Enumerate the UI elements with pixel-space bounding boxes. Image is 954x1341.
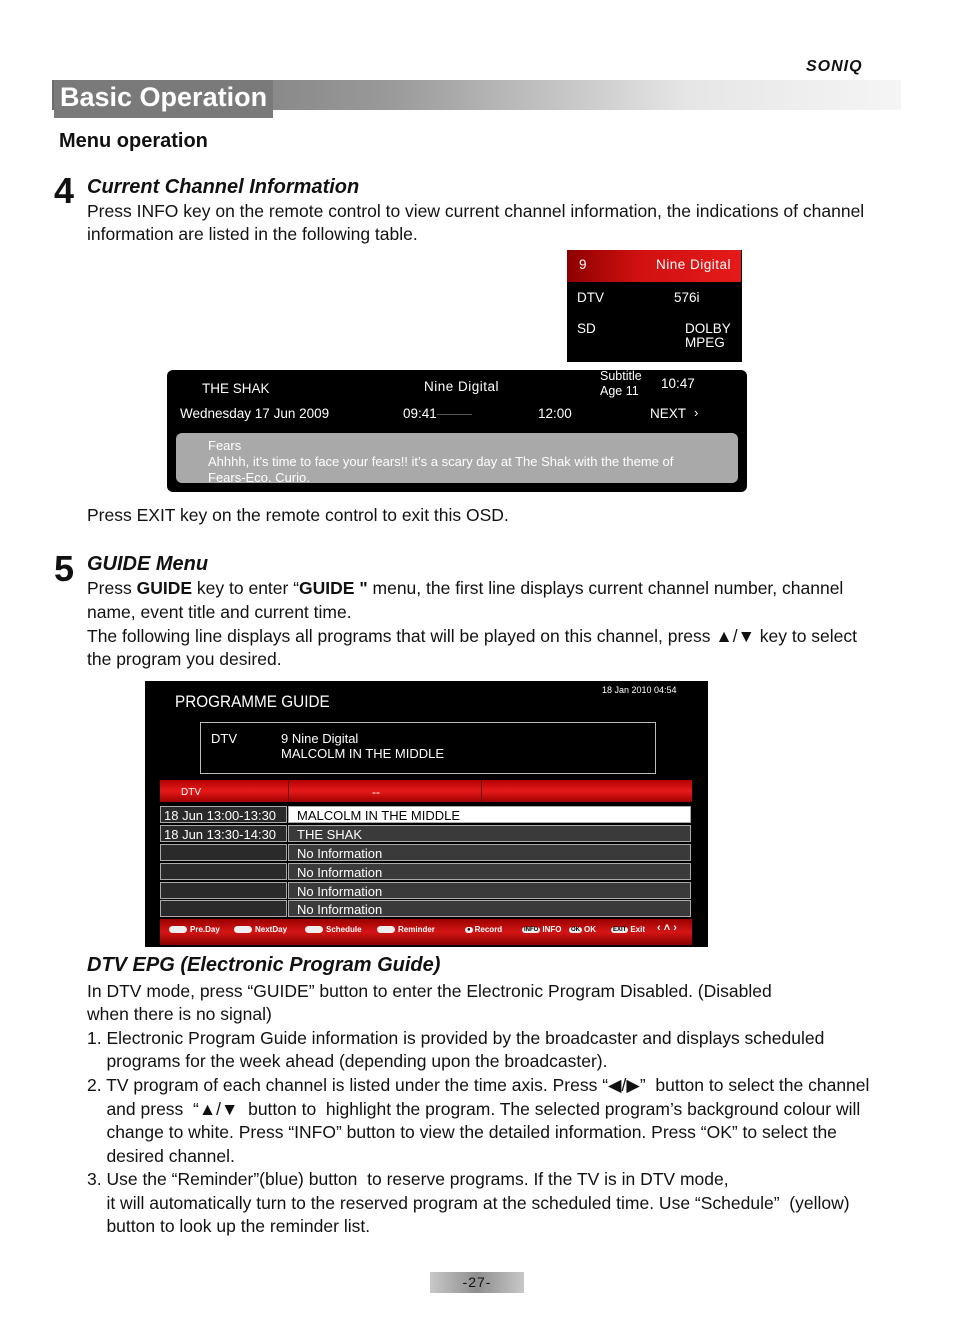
epg-line: change to white. Press “INFO” button to view the detailed information. Press “OK” to select the <box>87 1122 837 1142</box>
guide-row-time[interactable]: 18 Jun 13:30-14:30 <box>160 825 287 842</box>
step5-line2: name, event title and current time. <box>87 602 352 622</box>
epg-line: desired channel. <box>87 1146 235 1166</box>
page-number: -27- <box>430 1272 524 1293</box>
subtitle: Menu operation <box>59 130 208 152</box>
schedule-button[interactable]: Schedule <box>305 925 362 934</box>
epg-line: when there is no signal) <box>87 1004 272 1024</box>
guide-row-program[interactable]: THE SHAK <box>288 825 691 842</box>
guide-datetime: 18 Jan 2010 04:54 <box>602 685 677 695</box>
step4-heading: Current Channel Information <box>87 176 360 198</box>
reminder-button[interactable]: Reminder <box>377 925 435 934</box>
epg-line: button to look up the reminder list. <box>87 1216 371 1236</box>
record-dot-icon: ● <box>467 926 471 933</box>
guide-bar-divider <box>481 780 482 802</box>
epg-line: 2. TV program of each channel is listed under the time axis. Press “◀/▶” button to select the channel <box>87 1075 870 1095</box>
osd-network: Nine Digital <box>424 379 500 394</box>
step-number-4: 4 <box>54 170 75 211</box>
step4-exit-note: Press EXIT key on the remote control to exit this OSD. <box>87 505 509 525</box>
step5-heading: GUIDE Menu <box>87 553 209 575</box>
nextday-button[interactable]: NextDay <box>234 925 287 934</box>
osd-definition: SD <box>577 321 596 336</box>
epg-line: it will automatically turn to the reserved program at the scheduled time. Use “Schedule” (yellow) <box>87 1193 850 1213</box>
osd-desc-title: Fears <box>208 438 242 453</box>
epg-line: 3. Use the “Reminder”(blue) button to reserve programs. If the TV is in DTV mode, <box>87 1169 729 1189</box>
osd-end-time: 12:00 <box>538 406 572 421</box>
guide-row-time[interactable]: 18 Jun 13:00-13:30 <box>160 806 287 823</box>
epg-line: programs for the week ahead (depending upon the broadcaster). <box>87 1051 608 1071</box>
osd-subtitle: Subtitle <box>600 369 642 383</box>
osd-channel-name: Nine Digital <box>656 257 732 272</box>
guide-box-event: MALCOLM IN THE MIDDLE <box>281 746 445 761</box>
brand-logo: SONIQ <box>806 58 863 75</box>
osd-type: DTV <box>577 290 604 305</box>
ok-button[interactable]: OK OK <box>571 925 596 934</box>
guide-row-program[interactable]: No Information <box>288 844 691 861</box>
epg-line: In DTV mode, press “GUIDE” button to enter the Electronic Program Disabled. (Disabled <box>87 981 772 1001</box>
guide-row-program[interactable]: No Information <box>288 863 691 880</box>
guide-title: PROGRAMME GUIDE <box>175 692 330 711</box>
osd-date: Wednesday 17 Jun 2009 <box>180 406 330 421</box>
osd-program: THE SHAK <box>202 381 270 396</box>
exit-button[interactable]: EXIT Exit <box>613 925 646 934</box>
epg-heading: DTV EPG (Electronic Program Guide) <box>87 954 441 976</box>
osd-desc-line1: Ahhhh, it’s time to face your fears!! it’s a scary day at The Shak with the theme of <box>208 454 674 469</box>
guide-row-time[interactable] <box>160 882 287 899</box>
guide-bar-divider <box>288 780 289 802</box>
guide-row-time[interactable] <box>160 844 287 861</box>
guide-box-channel: 9 Nine Digital <box>281 731 359 746</box>
preday-button[interactable]: Pre.Day <box>169 925 220 934</box>
osd-age: Age 11 <box>600 384 639 398</box>
step4-line2: information are listed in the following table. <box>87 224 418 244</box>
guide-row-program[interactable]: No Information <box>288 900 691 917</box>
epg-line: and press “▲/▼ button to highlight the program. The selected program’s background colour will <box>87 1099 861 1119</box>
section-title: Basic Operation <box>54 80 273 118</box>
guide-row-time[interactable] <box>160 863 287 880</box>
osd-desc-line2: Fears-Eco. Curio. <box>208 470 310 485</box>
step5-line1: Press GUIDE key to enter “GUIDE " menu, the first line displays current channel number, channel <box>87 578 844 598</box>
guide-row-program[interactable]: No Information <box>288 882 691 899</box>
guide-box-type: DTV <box>211 731 237 746</box>
step5-line4: the program you desired. <box>87 649 282 669</box>
guide-channel-bar <box>160 780 692 802</box>
osd-start-time: 09:41 <box>403 406 437 421</box>
osd-audio-mpeg: MPEG <box>685 335 725 350</box>
osd-resolution: 576i <box>674 290 700 305</box>
info-button[interactable]: INFO INFO <box>524 925 562 934</box>
navigation-arrows-icon[interactable]: ‹ ˄ › <box>657 922 677 934</box>
epg-line: 1. Electronic Program Guide information is provided by the broadcaster and displays scheduled <box>87 1028 825 1048</box>
osd-progress-track <box>437 414 472 415</box>
next-arrow-icon: › <box>694 405 699 420</box>
osd-next: NEXT <box>650 406 687 421</box>
guide-bar-label: DTV <box>181 787 201 798</box>
step-number-5: 5 <box>54 548 75 589</box>
record-button[interactable]: ● Record <box>467 925 503 934</box>
step5-line3: The following line displays all programs that will be played on this channel, press ▲/▼ key to select <box>87 626 858 646</box>
osd-clock: 10:47 <box>661 376 695 391</box>
guide-row-program[interactable]: MALCOLM IN THE MIDDLE <box>288 806 691 823</box>
guide-row-time[interactable] <box>160 900 287 917</box>
osd-channel-number: 9 <box>579 257 587 272</box>
osd-audio-dolby: DOLBY <box>685 321 731 336</box>
guide-bar-dash: -- <box>372 785 380 799</box>
step4-line1: Press INFO key on the remote control to view current channel information, the indications of channel <box>87 201 865 221</box>
